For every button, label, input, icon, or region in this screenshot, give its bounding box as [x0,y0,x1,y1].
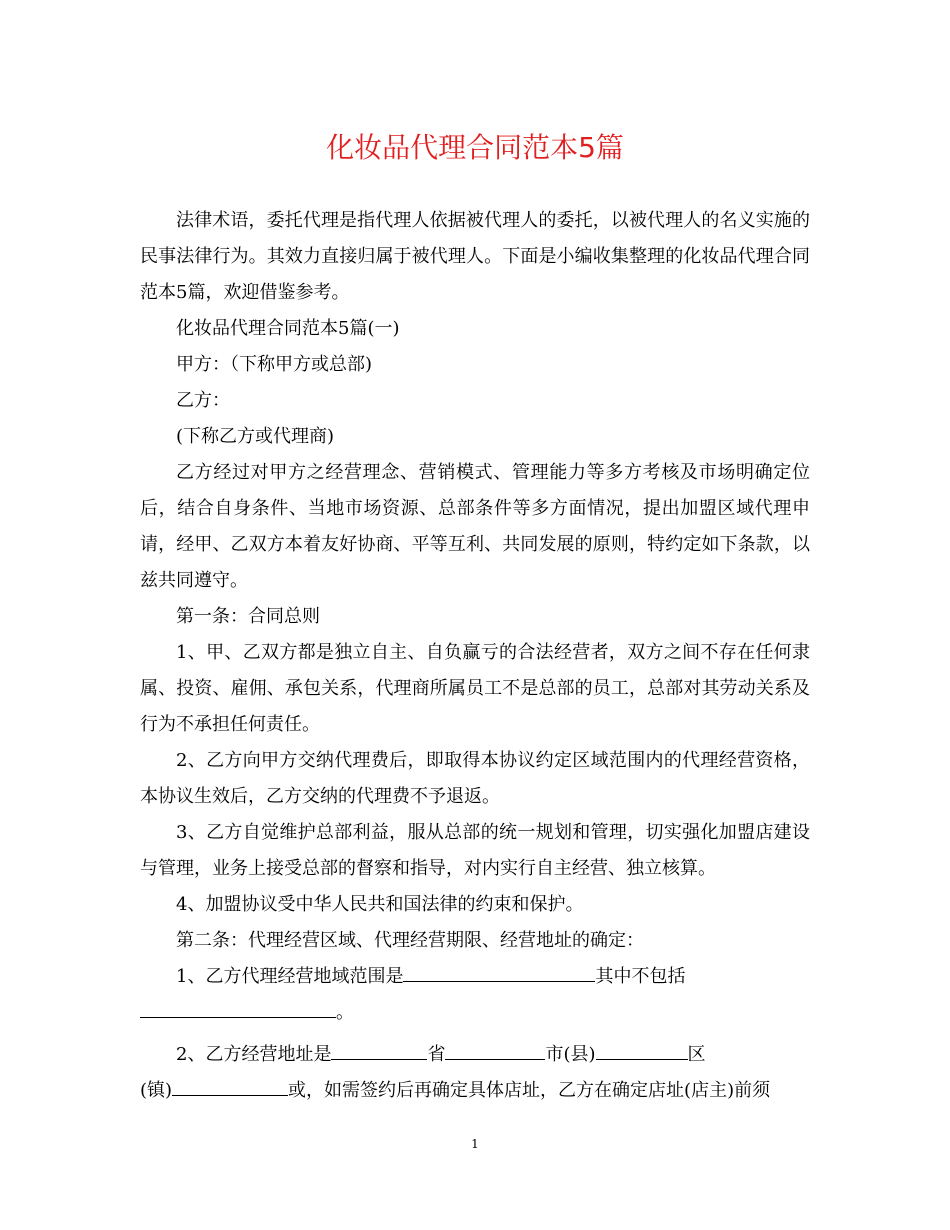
item-2-prefix: 2、乙方经营地址是 [176,1044,332,1065]
party-b-line: 乙方： [176,390,230,411]
section-heading: 化妆品代理合同范本5篇(一) [176,318,400,339]
preamble-paragraph: 乙方经过对甲方之经营理念、营销模式、管理能力等多方考核及市场明确定位后，结合自身条件、当地市场资源、总部条件等多方面情况，提出加盟区域代理申请，经甲、乙双方本着友好协商、平等互利、共同发展的原则，特约定如下条款，以兹共同遵守。 [140,462,810,591]
item-1-middle: 其中不包括 [595,966,686,987]
article-1-heading: 第一条：合同总则 [176,606,320,627]
province-blank[interactable] [331,1041,427,1060]
party-b-note: (下称乙方或代理商) [176,426,335,447]
article-1-item: 3、乙方自觉维护总部利益，服从总部的统一规划和管理，切实强化加盟店建设与管理，业务上接受总部的督察和指导，对内实行自主经营、独立核算。 [140,822,810,879]
city-blank[interactable] [445,1041,545,1060]
town-blank[interactable] [172,1077,288,1096]
document-title: 化妆品代理合同范本5篇 [326,131,624,164]
article-1-item: 2、乙方向甲方交纳代理费后，即取得本协议约定区域范围内的代理经营资格，本协议生效后，乙方交纳的代理费不予退返。 [140,750,810,807]
item-1-prefix: 1、乙方代理经营地域范围是 [176,966,404,987]
intro-paragraph: 法律术语，委托代理是指代理人依据被代理人的委托，以被代理人的名义实施的民事法律行为。其效力直接归属于被代理人。下面是小编收集整理的化妆品代理合同范本5篇，欢迎借鉴参考。 [140,210,810,303]
excluded-region-blank[interactable] [140,999,336,1018]
party-a-line: 甲方：（下称甲方或总部) [176,354,373,375]
district-blank[interactable] [596,1041,688,1060]
article-1-item: 4、加盟协议受中华人民共和国法律的约束和保护。 [176,894,584,915]
article-1-item: 1、甲、乙双方都是独立自主、自负赢亏的合法经营者，双方之间不存在任何隶属、投资、雇佣、承包关系，代理商所属员工不是总部的员工，总部对其劳动关系及行为不承担任何责任。 [140,642,810,735]
article-2-heading: 第二条：代理经营区域、代理经营期限、经营地址的确定： [176,930,644,951]
province-label: 省 [427,1044,446,1065]
city-label: 市(县) [545,1044,596,1065]
item-2-suffix: 或，如需签约后再确定具体店址，乙方在确定店址(店主)前须 [288,1080,771,1101]
article-2-item-1 [140,959,810,995]
region-blank[interactable] [403,963,595,982]
article-2-item-2-cont [140,1073,810,1109]
item-1-suffix: 。 [336,1002,354,1023]
article-2-item-2 [140,1037,810,1073]
article-2-item-1-cont [140,995,810,1031]
page-number: 1 [471,1137,479,1151]
town-label: (镇) [140,1080,173,1101]
document-body [140,203,810,1109]
district-label: 区 [687,1044,706,1065]
